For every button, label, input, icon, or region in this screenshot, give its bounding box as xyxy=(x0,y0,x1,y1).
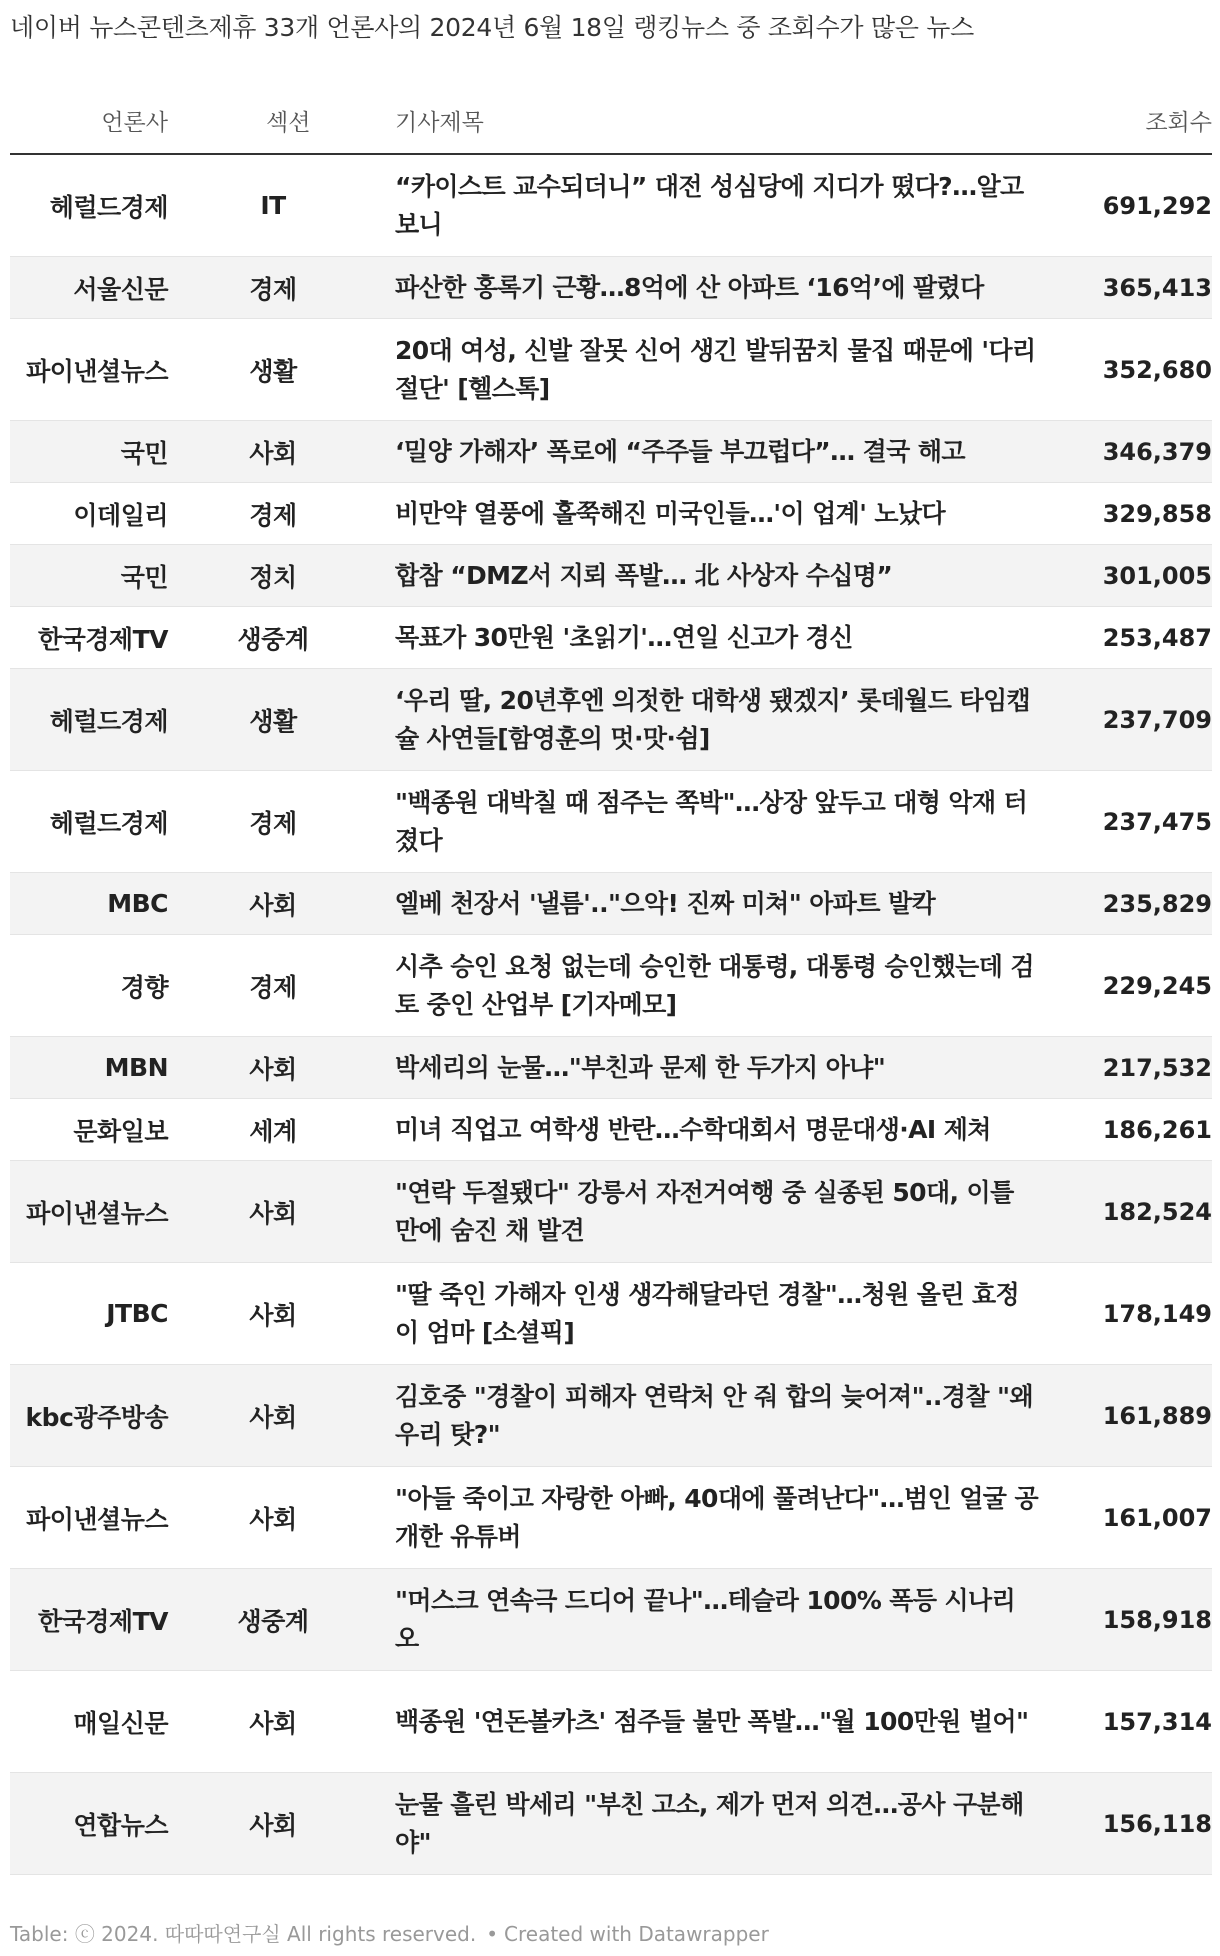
cell-headline: ‘우리 딸, 20년후엔 의젓한 대학생 됐겠지’ 롯데월드 타임캡슐 사연들[함영훈의 멋·맛·쉼] xyxy=(395,685,1031,753)
cell-press: 헤럴드경제 xyxy=(49,706,168,736)
cell-section: 경제 xyxy=(249,972,297,1002)
cell-press: 경향 xyxy=(120,972,168,1002)
cell-section: 사회 xyxy=(249,1504,297,1534)
cell-views: 237,709 xyxy=(1102,705,1212,734)
footer xyxy=(10,1918,769,1947)
cell-press: 국민 xyxy=(120,562,168,592)
cell-press: 파이낸셜뉴스 xyxy=(26,1504,168,1534)
cell-headline: "딸 죽인 가해자 인생 생각해달라던 경찰"…청원 올린 효정이 엄마 [소셜픽] xyxy=(395,1279,1020,1347)
cell-views: 329,858 xyxy=(1102,499,1212,528)
cell-press: 서울신문 xyxy=(73,274,168,304)
cell-views: 235,829 xyxy=(1102,889,1212,918)
cell-views: 156,118 xyxy=(1102,1809,1212,1838)
cell-views: 161,889 xyxy=(1102,1401,1212,1430)
cell-press: 헤럴드경제 xyxy=(49,808,168,838)
cell-press: 이데일리 xyxy=(73,500,168,530)
cell-headline: 비만약 열풍에 홀쭉해진 미국인들…'이 업계' 노났다 xyxy=(395,498,946,528)
column-header-press[interactable]: 언론사 xyxy=(101,110,168,136)
cell-views: 186,261 xyxy=(1102,1115,1212,1144)
cell-section: 세계 xyxy=(249,1116,297,1146)
cell-section: 경제 xyxy=(249,808,297,838)
cell-press: 문화일보 xyxy=(73,1116,168,1146)
cell-views: 253,487 xyxy=(1102,623,1212,652)
cell-headline: 김호중 "경찰이 피해자 연락처 안 줘 합의 늦어져"..경찰 "왜 우리 탓?" xyxy=(395,1381,1034,1449)
cell-headline: 눈물 흘린 박세리 "부친 고소, 제가 먼저 의견…공사 구분해야" xyxy=(395,1789,1024,1857)
table-row xyxy=(10,1365,1212,1467)
cell-section: 경제 xyxy=(249,500,297,530)
cell-section: 사회 xyxy=(249,1054,297,1084)
table-row xyxy=(10,1773,1212,1875)
cell-section: 생활 xyxy=(249,706,297,736)
cell-headline: "연락 두절됐다" 강릉서 자전거여행 중 실종된 50대, 이틀 만에 숨진 채 발견 xyxy=(395,1177,1014,1245)
cell-views: 352,680 xyxy=(1102,355,1212,384)
table-row xyxy=(10,1569,1212,1671)
cell-section: 사회 xyxy=(249,1300,297,1330)
cell-headline: 엘베 천장서 '낼름'.."으악! 진짜 미쳐" 아파트 발칵 xyxy=(395,888,936,918)
cell-headline: 목표가 30만원 '초읽기'…연일 신고가 경신 xyxy=(395,622,853,652)
table-row xyxy=(10,935,1212,1037)
cell-press: 매일신문 xyxy=(73,1708,168,1738)
cell-views: 229,245 xyxy=(1102,971,1212,1000)
column-header-headline[interactable]: 기사제목 xyxy=(395,110,484,136)
cell-headline: 합참 “DMZ서 지뢰 폭발… 北 사상자 수십명” xyxy=(395,560,893,590)
ranking-table xyxy=(10,95,1212,1875)
table-row xyxy=(10,1467,1212,1569)
cell-views: 346,379 xyxy=(1102,437,1212,466)
table-row xyxy=(10,771,1212,873)
column-header-views[interactable]: 조회수 xyxy=(1145,110,1212,136)
cell-views: 158,918 xyxy=(1102,1605,1212,1634)
cell-press: 국민 xyxy=(120,438,168,468)
cell-headline: "백종원 대박칠 때 점주는 쪽박"…상장 앞두고 대형 악재 터졌다 xyxy=(395,787,1028,855)
footer-separator: • xyxy=(486,1922,499,1946)
cell-section: 사회 xyxy=(249,1708,297,1738)
cell-section: 사회 xyxy=(249,438,297,468)
table-row xyxy=(10,257,1212,319)
table-row xyxy=(10,319,1212,421)
table-row xyxy=(10,1161,1212,1263)
cell-section: 사회 xyxy=(249,1810,297,1840)
cell-press: MBN xyxy=(104,1053,168,1082)
cell-headline: "머스크 연속극 드디어 끝나"…테슬라 100% 폭등 시나리오 xyxy=(395,1585,1016,1653)
cell-headline: 시추 승인 요청 없는데 승인한 대통령, 대통령 승인했는데 검토 중인 산업부 [기자메모] xyxy=(395,951,1034,1019)
table-header xyxy=(10,95,1212,155)
cell-section: IT xyxy=(260,191,286,220)
table-row xyxy=(10,1099,1212,1161)
cell-section: 생중계 xyxy=(237,624,309,654)
cell-headline: 20대 여성, 신발 잘못 신어 생긴 발뒤꿈치 물집 때문에 '다리 절단' [헬스톡] xyxy=(395,335,1036,403)
cell-press: JTBC xyxy=(106,1299,168,1328)
cell-press: 연합뉴스 xyxy=(73,1810,168,1840)
cell-headline: 미녀 직업고 여학생 반란…수학대회서 명문대생·AI 제쳐 xyxy=(395,1114,991,1144)
cell-section: 생중계 xyxy=(237,1606,309,1636)
cell-press: 파이낸셜뉴스 xyxy=(26,356,168,386)
footer-source: Table: ⓒ 2024. 따따따연구실 All rights reserved. xyxy=(10,1922,477,1946)
table-row xyxy=(10,1671,1212,1773)
cell-press: kbc광주방송 xyxy=(25,1402,168,1432)
cell-section: 사회 xyxy=(249,1402,297,1432)
table-row xyxy=(10,669,1212,771)
cell-views: 161,007 xyxy=(1102,1503,1212,1532)
cell-views: 217,532 xyxy=(1102,1053,1212,1082)
table-row xyxy=(10,545,1212,607)
cell-section: 사회 xyxy=(249,1198,297,1228)
cell-headline: "아들 죽이고 자랑한 아빠, 40대에 풀려난다"…범인 얼굴 공개한 유튜버 xyxy=(395,1483,1039,1551)
cell-press: 파이낸셜뉴스 xyxy=(26,1198,168,1228)
cell-headline: 백종원 '연돈볼카츠' 점주들 불만 폭발…"월 100만원 벌어" xyxy=(395,1706,1029,1736)
cell-views: 691,292 xyxy=(1102,191,1212,220)
cell-headline: ‘밀양 가해자’ 폭로에 “주주들 부끄럽다”… 결국 해고 xyxy=(395,436,965,466)
cell-section: 정치 xyxy=(249,562,297,592)
cell-headline: 박세리의 눈물…"부친과 문제 한 두가지 아냐" xyxy=(395,1052,886,1082)
table-row xyxy=(10,1037,1212,1099)
cell-views: 157,314 xyxy=(1102,1707,1212,1736)
cell-press: 한국경제TV xyxy=(37,624,168,654)
cell-headline: “카이스트 교수되더니” 대전 성심당에 지디가 떴다?…알고 보니 xyxy=(395,171,1024,239)
cell-press: 헤럴드경제 xyxy=(49,192,168,222)
footer-credit-link[interactable]: Created with Datawrapper xyxy=(504,1922,769,1946)
cell-views: 178,149 xyxy=(1102,1299,1212,1328)
cell-views: 182,524 xyxy=(1102,1197,1212,1226)
table-row xyxy=(10,483,1212,545)
table-title: 네이버 뉴스콘텐츠제휴 33개 언론사의 2024년 6월 18일 랭킹뉴스 중 조회수가 많은 뉴스 xyxy=(10,13,974,42)
cell-section: 생활 xyxy=(249,356,297,386)
cell-press: 한국경제TV xyxy=(37,1606,168,1636)
cell-views: 237,475 xyxy=(1102,807,1212,836)
cell-views: 301,005 xyxy=(1102,561,1212,590)
cell-headline: 파산한 홍록기 근황…8억에 산 아파트 ‘16억’에 팔렸다 xyxy=(395,272,984,302)
table-body xyxy=(10,155,1212,1875)
table-row xyxy=(10,155,1212,257)
cell-press: MBC xyxy=(107,889,168,918)
column-header-section[interactable]: 섹션 xyxy=(266,110,311,136)
table-row xyxy=(10,1263,1212,1365)
table-row xyxy=(10,607,1212,669)
table-row xyxy=(10,421,1212,483)
cell-views: 365,413 xyxy=(1102,273,1212,302)
table-row xyxy=(10,873,1212,935)
cell-section: 경제 xyxy=(249,274,297,304)
cell-section: 사회 xyxy=(249,890,297,920)
